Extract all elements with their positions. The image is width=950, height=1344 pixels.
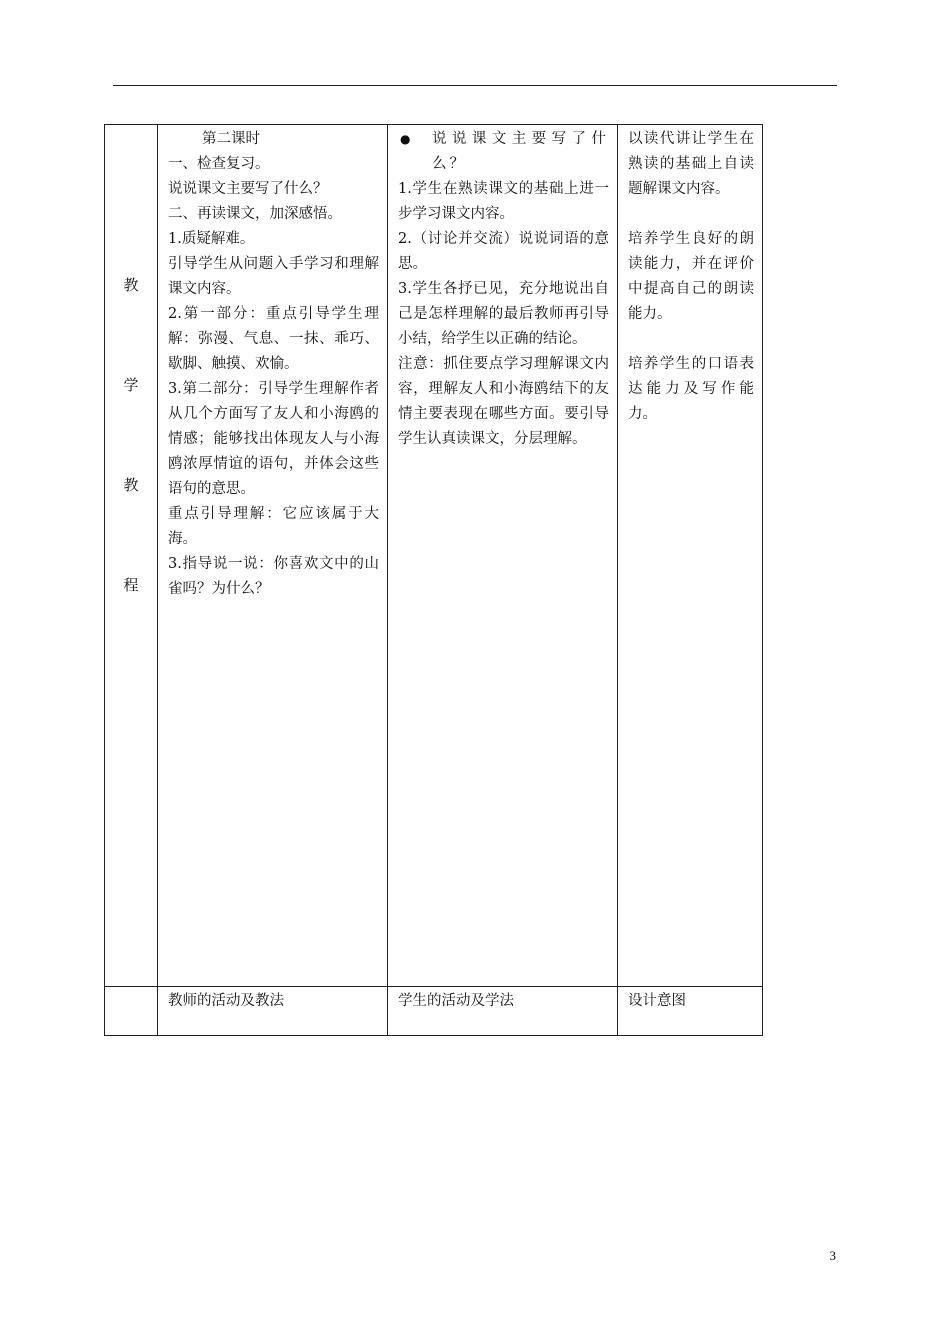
teacher-line: 1.质疑解难。 bbox=[168, 231, 255, 247]
student-bullet-text: 说说课文主要写了什么？ bbox=[432, 131, 609, 172]
section-label-char: 教 bbox=[123, 276, 139, 294]
student-line: 1.学生在熟读课文的基础上进一步学习课文内容。 bbox=[398, 181, 609, 222]
empty-label-cell bbox=[105, 987, 158, 1036]
bullet-icon: ● bbox=[400, 132, 411, 146]
teacher-activity-cell bbox=[158, 125, 388, 987]
lesson-content-row bbox=[105, 125, 763, 987]
header-rule bbox=[113, 85, 837, 86]
page-number: 3 bbox=[829, 1248, 836, 1263]
student-activity-cell bbox=[388, 125, 618, 987]
design-heading-cell bbox=[618, 987, 763, 1036]
section-label-char: 教 bbox=[123, 476, 139, 494]
teacher-line: 一、检查复习。 bbox=[168, 156, 270, 172]
column-heading-row bbox=[105, 987, 763, 1036]
lesson-plan-table bbox=[104, 124, 763, 1036]
teacher-line: 二、再读课文，加深感悟。 bbox=[168, 206, 342, 222]
teacher-line: 引导学生从问题入手学习和理解课文内容。 bbox=[168, 256, 379, 297]
student-line: 注意：抓住要点学习理解课文内容，理解友人和小海鸥结下的友情主要表现在哪些方面。要引导学生认真读课文，分层理解。 bbox=[398, 356, 609, 447]
teacher-line: 3.指导说一说：你喜欢文中的山雀吗？为什么？ bbox=[168, 556, 379, 597]
design-paragraph: 培养学生的口语表达能力及写作能力。 bbox=[628, 356, 754, 422]
design-paragraph: 以读代讲让学生在熟读的基础上自读题解课文内容。 bbox=[628, 131, 754, 197]
design-heading: 设计意图 bbox=[628, 993, 686, 1009]
section-label-char: 程 bbox=[123, 576, 139, 594]
student-heading-cell bbox=[388, 987, 618, 1036]
student-line: 3.学生各抒已见，充分地说出自己是怎样理解的最后教师再引导小结，给学生以正确的结论。 bbox=[398, 281, 609, 347]
section-label-char: 学 bbox=[123, 376, 139, 394]
teacher-line: 3.第二部分：引导学生理解作者从几个方面写了友人和小海鸥的情感；能够找出体现友人与小海鸥浓厚情谊的语句，并体会这些语句的意思。 bbox=[168, 381, 379, 497]
teacher-line: 说说课文主要写了什么？ bbox=[168, 181, 328, 197]
lesson-title: 第二课时 bbox=[202, 131, 260, 147]
teacher-heading-cell bbox=[158, 987, 388, 1036]
student-heading: 学生的活动及学法 bbox=[398, 993, 514, 1009]
teacher-line: 2.第一部分：重点引导学生理解：弥漫、气息、一抹、乖巧、歇脚、触摸、欢愉。 bbox=[168, 306, 379, 372]
section-label-cell bbox=[105, 125, 158, 987]
student-bullet-item bbox=[398, 127, 609, 177]
teacher-line: 重点引导理解：它应该属于大海。 bbox=[168, 506, 379, 547]
teacher-heading: 教师的活动及教法 bbox=[168, 993, 284, 1009]
design-intent-cell bbox=[618, 125, 763, 987]
design-paragraph: 培养学生良好的朗读能力，并在评价中提高自己的朗读能力。 bbox=[628, 231, 754, 322]
student-line: 2.（讨论并交流）说说词语的意思。 bbox=[398, 231, 609, 272]
